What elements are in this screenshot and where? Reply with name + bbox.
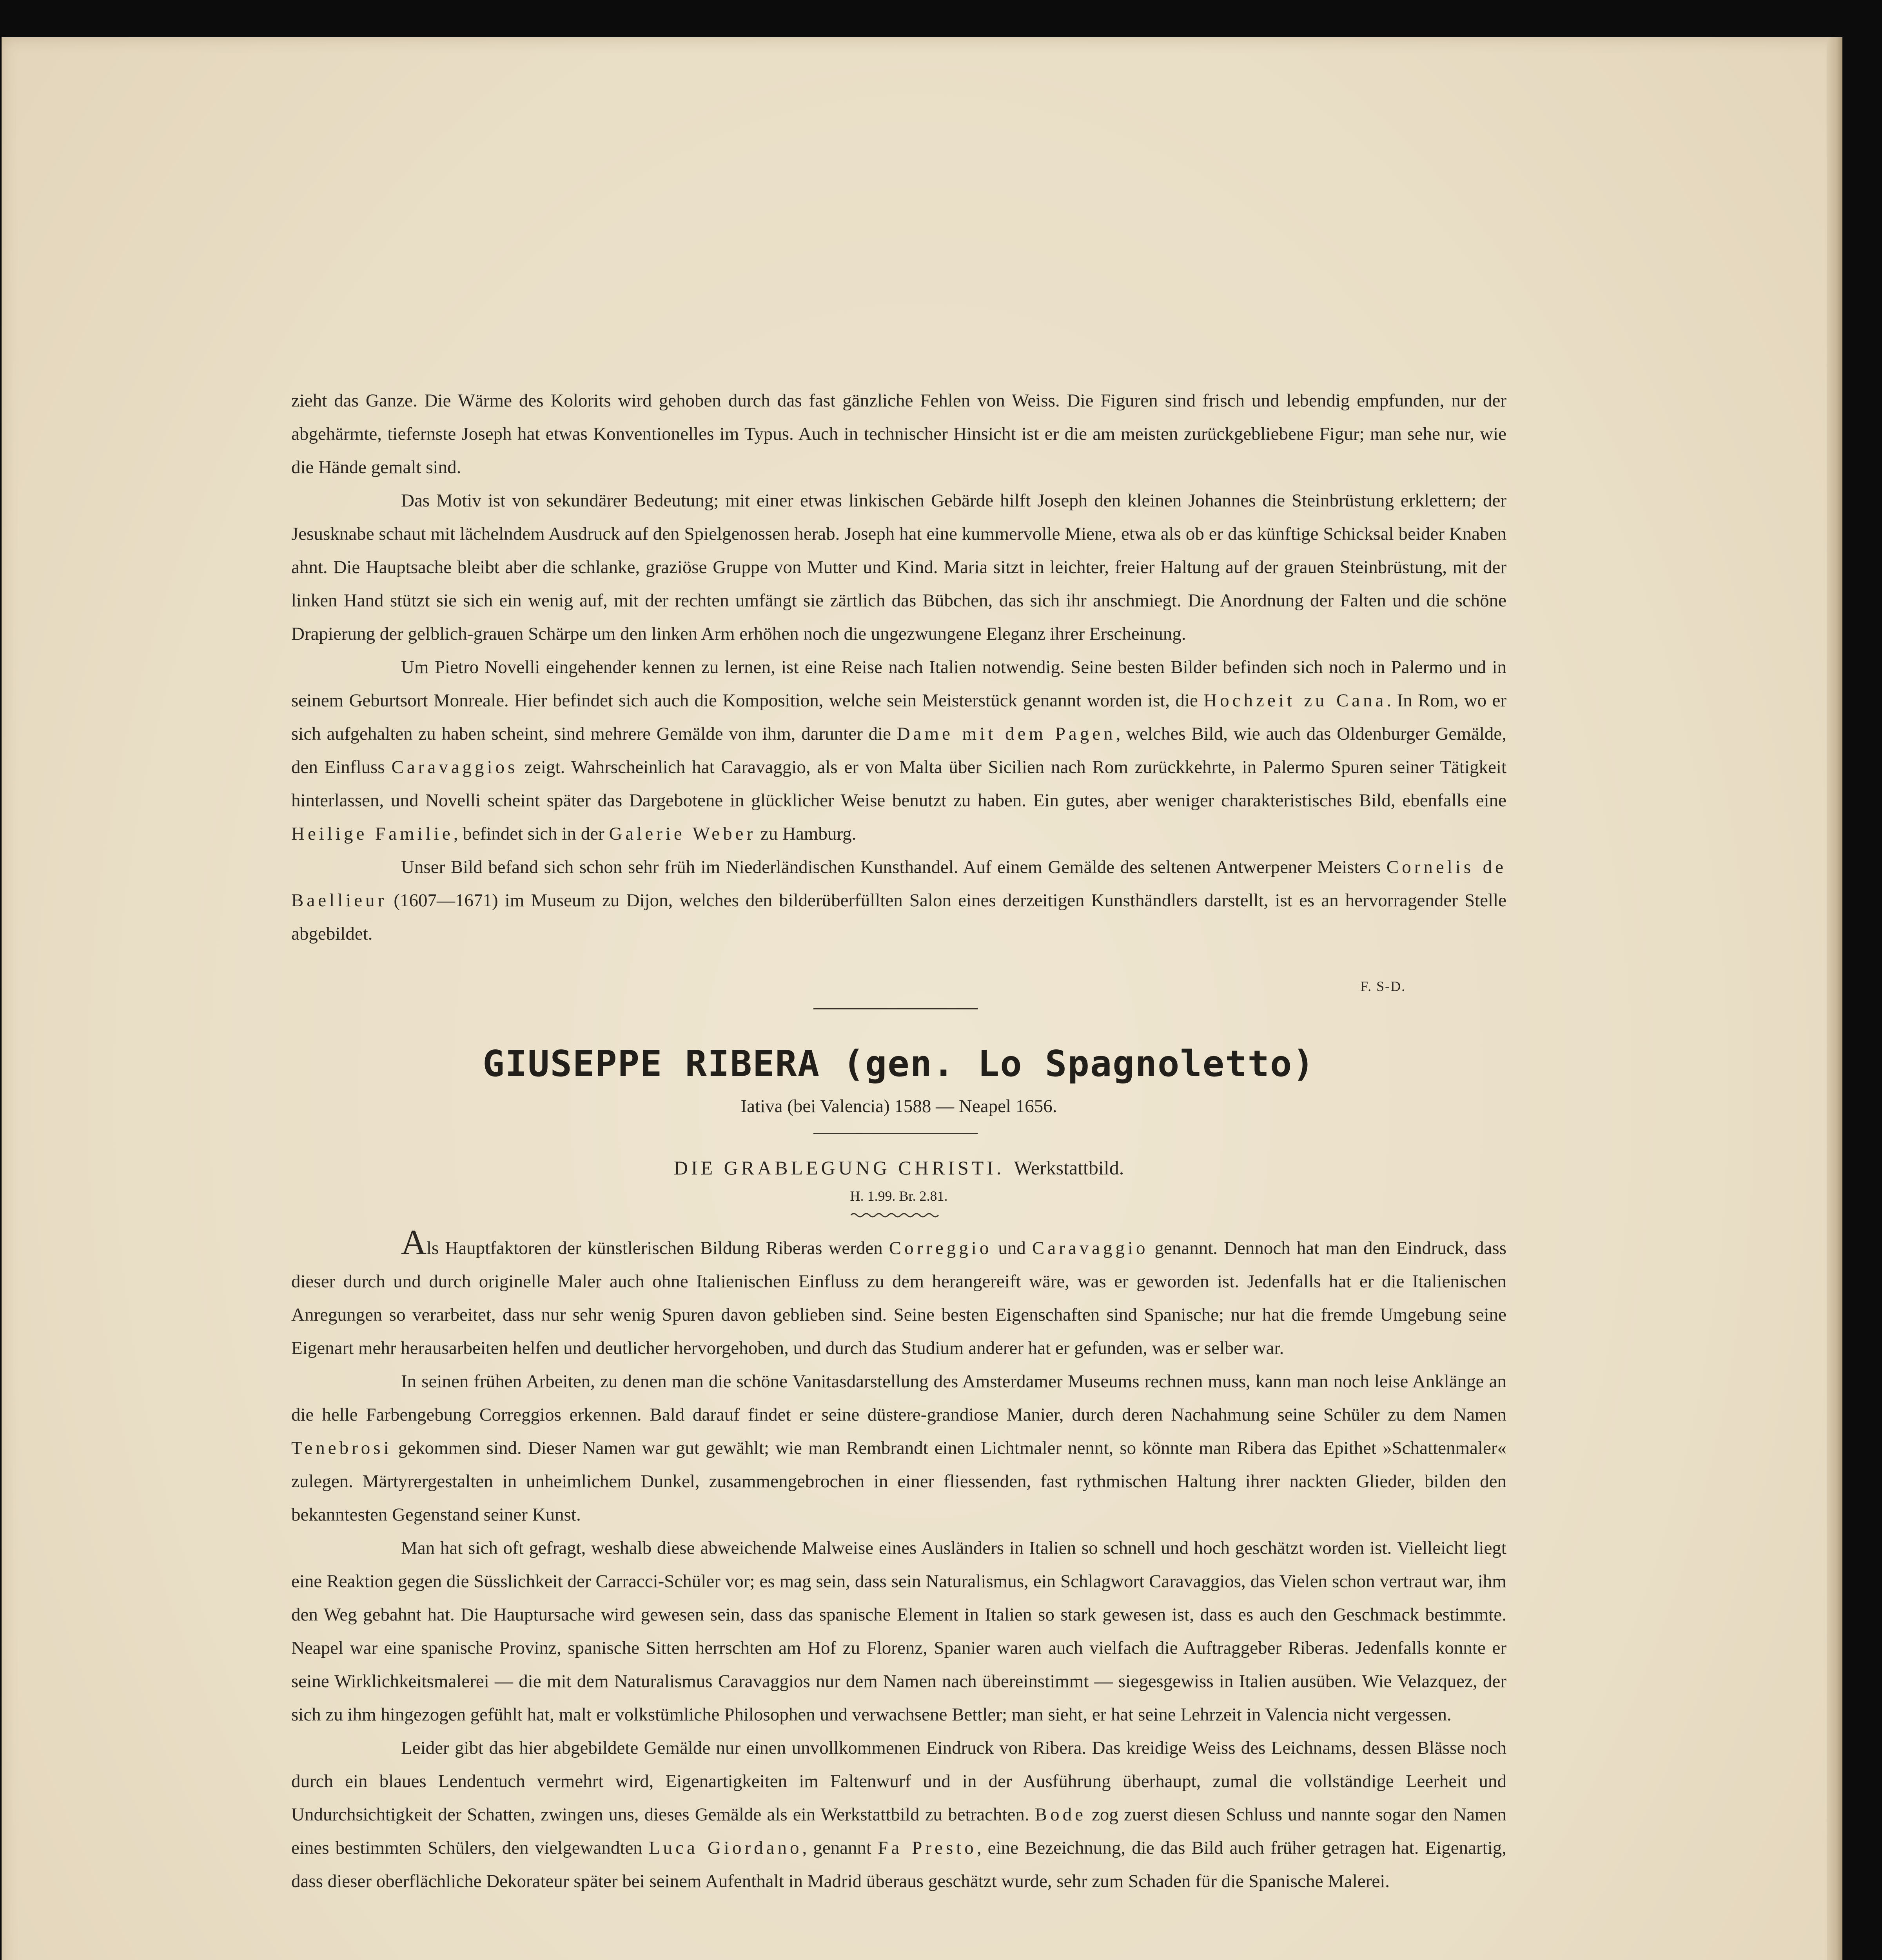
work-note: Werkstattbild. [1014,1157,1124,1179]
paragraph-text: Um Pietro Novelli eingehender kennen zu lernen, ist eine Reise nach Italien notwendig. Seine besten Bilder befinden sich noch in Palermo und in seinem Geburtsort Monreale. Hier befindet sich auch die Komposition, welche sein Meisterstück genannt worden ist, die [291,657,1506,711]
work-title [291,1156,1506,1179]
paragraph-text: , eine Bezeichnung, die das Bild auch früher getragen hat. Eigenartig, dass dieser oberflächliche Dekorateur später bei seinem Aufenthalt in Madrid überaus geschätzt wurde, sehr zum Schaden für die Spanische Malerei. [291,1838,1507,1891]
paragraph-text: , genannt [802,1838,878,1858]
work-dimensions: H. 1.99. Br. 2.81. [850,1188,948,1204]
paragraph-text: In seinen frühen Arbeiten, zu denen man die schöne Vanitasdarstellung des Amsterdamer Museums rechnen muss, kann man noch leise Anklänge an die helle Farbengebung Correggios erkennen. Bald darauf findet er seine düstere-grandiose Manier, durch deren Nachahmung seine Schüler zu dem Namen [291,1371,1506,1425]
artist-heading: GIUSEPPE RIBERA (gen. Lo Spagnoletto) [483,1043,1315,1085]
paragraph-text: genannt. Dennoch hat man den Eindruck, dass dieser durch und durch originelle Maler auch ohne Italienischen Einfluss zu dem herangereift wäre, was er geworden ist. Jedenfalls hat er die Italienischen Anregungen so verarbeitet, dass nur sehr wenig Spuren davon geblieben sind. Seine besten Eigenschaften sind Spanische; nur hat die fremde Umgebung seine Eigenart mehr herausarbeiten helfen und deutlicher hervorgehoben, und durch das Studium anderer hat er gefunden, was er selber war. [291,1238,1506,1358]
essay-continuation [291,384,1506,951]
paragraph-text: . In Rom, wo er sich aufgehalten zu haben scheint, sind mehrere Gemälde von ihm, darunter die [291,690,1507,744]
page-edge [1827,37,1842,1960]
emphasis-text: Cornelis de Baellieur [291,857,1506,911]
paragraph [291,1223,1506,1365]
paragraph-text: gekommen sind. Dieser Namen war gut gewählt; wie man Rembrandt einen Lichtmaler nennt, so könnte man Ribera das Epithet »Schattenmaler« zulegen. Märtyrergestalten in unheimlichem Dunkel, zusammengebrochen in einer fliessenden, fast rythmischen Haltung ihrer nackten Glieder, bilden den bekanntesten Gegenstand seiner Kunst. [291,1438,1506,1525]
emphasis-text: Fa Presto [878,1838,977,1858]
ribera-essay [291,1223,1507,1898]
paragraph [291,1731,1506,1898]
emphasis-text: Caravaggio [1032,1238,1149,1258]
wavy-ornament [851,1211,941,1219]
paragraph-text: zeigt. Wahrscheinlich hat Caravaggio, als er von Malta über Sicilien nach Rom zurückkehrte, in Palermo Spuren seiner Tätigkeit hinterlassen, und Novelli scheint später das Dargebotene in glücklicher Weise benutzt zu haben. Ein gutes, aber weniger charakteristisches Bild, ebenfalls eine [291,757,1507,811]
paragraph-text: ls Hauptfaktoren der künstlerischen Bildung Riberas werden [426,1238,889,1258]
paragraph-text: Unser Bild befand sich schon sehr früh im Niederländischen Kunsthandel. Auf einem Gemälde des seltenen Antwerpener Meisters [401,857,1387,877]
paragraph-text: zu Hamburg. [756,824,857,844]
paragraph-text: , welches Bild, wie auch das Oldenburger Gemälde, den Einfluss [291,724,1507,777]
paragraph [291,1365,1506,1532]
emphasis-text: Caravaggios [391,757,518,777]
emphasis-text: Hochzeit zu Cana [1203,690,1387,711]
paragraph-text: (1607—1671) im Museum zu Dijon, welches den bilderüberfüllten Salon eines derzeitigen Kunsthändlers darstellt, ist es an hervorragender Stelle abgebildet. [291,890,1506,944]
paragraph [291,851,1506,951]
emphasis-text: Luca Giordano [648,1838,802,1858]
paragraph-text: und [992,1238,1032,1258]
paragraph [291,384,1506,484]
work-title-text: DIE GRABLEGUNG CHRISTI. [673,1157,1005,1179]
emphasis-text: Heilige Familie [291,824,454,844]
emphasis-text: Bode [1034,1804,1086,1825]
paragraph [291,1532,1506,1731]
artist-dates: Iativa (bei Valencia) 1588 — Neapel 1656. [740,1096,1057,1116]
emphasis-text: Dame mit dem Pagen [897,724,1116,744]
initial-letter: A [401,1223,426,1262]
section-divider [813,1008,978,1009]
emphasis-text: Correggio [889,1238,992,1258]
paragraph [291,651,1506,851]
author-signature: F. S-D. [1360,978,1406,994]
paragraph-text: Leider gibt das hier abgebildete Gemälde nur einen unvollkommenen Eindruck von Ribera. Das kreidige Weiss des Leichnams, dessen Blässe noch durch ein blaues Lendentuch vermehrt wird, Eigenartigkeiten im Faltenwurf und in der Ausführung überhaupt, zumal die vollständige Leerheit und Undurchsichtigkeit der Schatten, zwingen uns, dieses Gemälde als ein Werkstattbild zu betrachten. [291,1738,1506,1825]
paragraph-text: zog zuerst diesen Schluss und nannte sogar den Namen eines bestimmten Schülers, den vielgewandten [291,1804,1506,1858]
paragraph-text: , befindet sich in der [453,824,609,844]
emphasis-text: Tenebrosi [291,1438,392,1458]
heading-divider [813,1133,978,1134]
emphasis-text: Galerie Weber [609,824,756,844]
paragraph-text: Man hat sich oft gefragt, weshalb diese abweichende Malweise eines Ausländers in Italien so schnell und hoch geschätzt worden ist. Vielleicht liegt eine Reaktion gegen die Süsslichkeit der Carracci-Schüler vor; es mag sein, dass sein Naturalismus, ein Schlagwort Caravaggios, das Vielen schon vertraut war, ihm den Weg gebahnt hat. Die Hauptursache wird gewesen sein, dass das spanische Element in Italien so stark gewesen ist, dass es auch den Geschmack bestimmte. Neapel war eine spanische Provinz, spanische Sitten herrschten am Hof zu Florenz, Spanier waren auch vielfach die Auftraggeber Riberas. Jedenfalls konnte er seine Wirklichkeitsmalerei — die mit dem Naturalismus Caravaggios nur dem Namen nach übereinstimmt — siegesgewiss in Italien ausüben. Wie Velazquez, der sich zu ihm hingezogen gefühlt hat, malt er volkstümliche Philosophen und verwachsene Bettler; man sieht, er hat seine Lehrzeit in Valencia nicht vergessen. [291,1538,1506,1725]
paragraph-text: Das Motiv ist von sekundärer Bedeutung; mit einer etwas linkischen Gebärde hilft Joseph den kleinen Johannes die Steinbrüstung erklettern; der Jesusknabe schaut mit lächelndem Ausdruck auf den Spielgenossen herab. Joseph hat eine kummervolle Miene, etwa als ob er das künftige Schicksal beider Knaben ahnt. Die Hauptsache bleibt aber die schlanke, graziöse Gruppe von Mutter und Kind. Maria sitzt in leichter, freier Haltung auf der grauen Steinbrüstung, mit der linken Hand stützt sie sich ein wenig auf, mit der rechten umfängt sie zärtlich das Bübchen, das sich ihr anschmiegt. Die Anordnung der Falten und die schöne Drapierung der gelblich-grauen Schärpe um den linken Arm erhöhen noch die ungezwungene Eleganz ihrer Erscheinung. [291,490,1506,644]
paragraph-text: zieht das Ganze. Die Wärme des Kolorits wird gehoben durch das fast gänzliche Fehlen von Weiss. Die Figuren sind frisch und lebendig empfunden, nur der abgehärmte, tiefernste Joseph hat etwas Konventionelles im Typus. Auch in technischer Hinsicht ist er die am meisten zurückgebliebene Figur; man sehe nur, wie die Hände gemalt sind. [291,390,1506,477]
paragraph [291,484,1506,651]
